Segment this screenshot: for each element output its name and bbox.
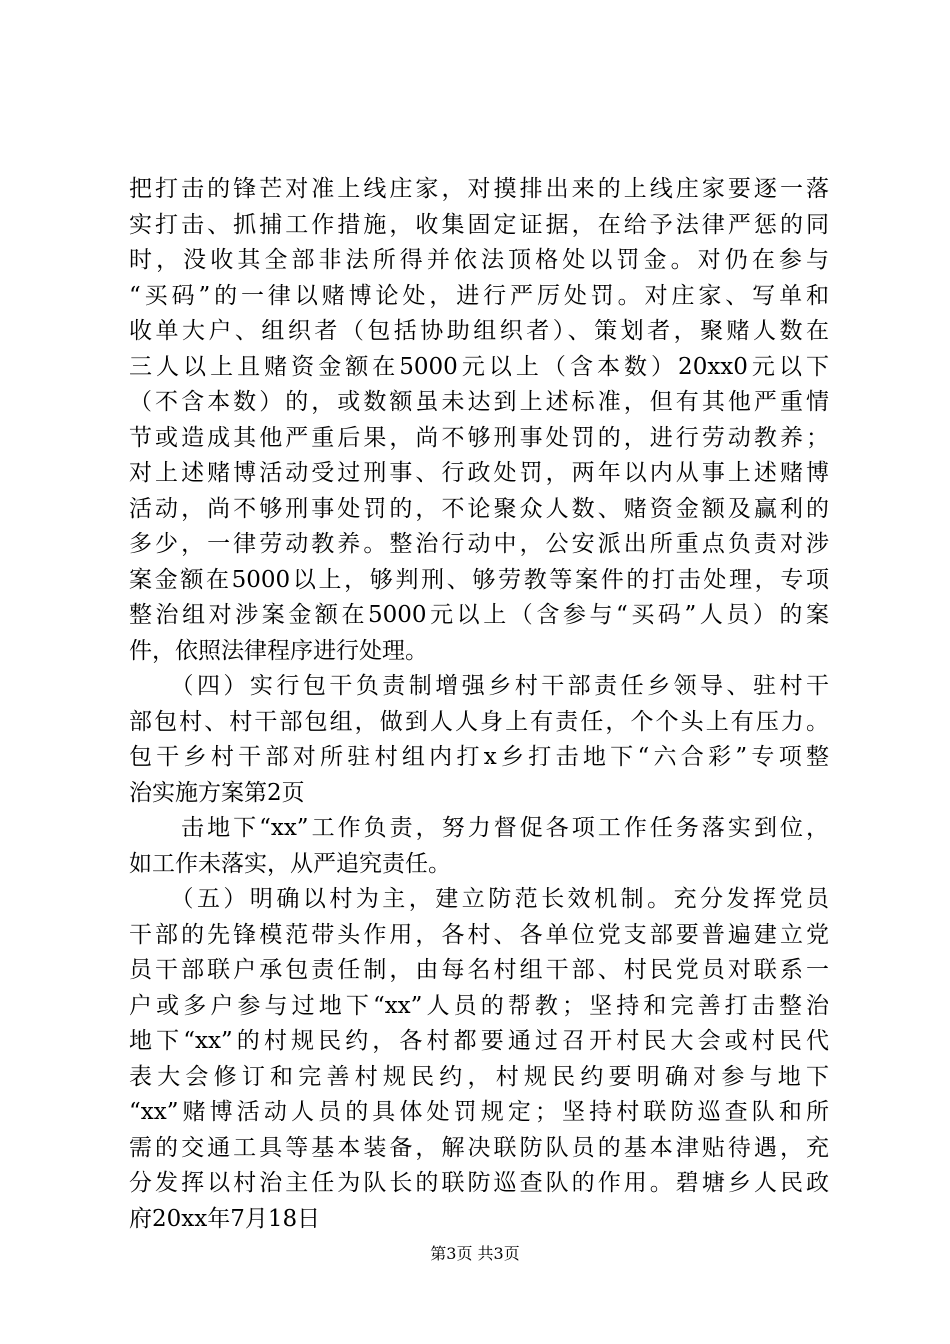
text-line: 多少，一律劳动教养。整治行动中，公安派出所重点负责对涉 bbox=[129, 531, 829, 557]
text-line: 节或造成其他严重后果，尚不够刑事处罚的，进行劳动教养； bbox=[129, 424, 829, 451]
text-line: 表大会修订和完善村规民约，村规民约要明确对参与地下 bbox=[129, 1063, 829, 1090]
text-line: 员干部联户承包责任制，由每名村组干部、村民党员对联系一 bbox=[129, 957, 829, 983]
text-line: 案金额在5000以上，够判刑、够劳教等案件的打击处理，专项 bbox=[129, 566, 829, 593]
text-line: 包干乡村干部对所驻村组内打x乡打击地下“六合彩”专项整 bbox=[129, 744, 829, 770]
text-line: 干部的先锋模范带头作用，各村、各单位党支部要普遍建立党 bbox=[129, 921, 829, 948]
text-line: （不含本数）的，或数额虽未达到上述标准，但有其他严重情 bbox=[129, 389, 829, 415]
text-line: 部包村、村干部包组，做到人人身上有责任，个个头上有压力。 bbox=[129, 708, 829, 735]
text-line: 户或多户参与过地下“xx”人员的帮教；坚持和完善打击整治 bbox=[129, 992, 829, 1019]
text-line: 击地下“xx”工作负责，努力督促各项工作任务落实到位， bbox=[129, 815, 829, 841]
text-line: 活动，尚不够刑事处罚的，不论聚众人数、赌资金额及赢利的 bbox=[129, 495, 829, 522]
text-line: 需的交通工具等基本装备，解决联防队员的基本津贴待遇，充 bbox=[129, 1134, 829, 1161]
text-line: 时，没收其全部非法所得并依法顶格处以罚金。对仍在参与 bbox=[129, 247, 829, 273]
text-line: 治实施方案第2页 bbox=[129, 779, 305, 806]
text-line: （五）明确以村为主，建立防范长效机制。充分发挥党员 bbox=[129, 886, 829, 912]
page-footer: 第3页 共3页 bbox=[430, 1244, 520, 1263]
text-line: 对上述赌博活动受过刑事、行政处罚，两年以内从事上述赌博 bbox=[129, 460, 829, 486]
text-line: 三人以上且赌资金额在5000元以上（含本数）20xx0元以下 bbox=[129, 353, 829, 380]
text-line: 件，依照法律程序进行处理。 bbox=[129, 637, 428, 664]
text-line: “xx”赌博活动人员的具体处罚规定；坚持村联防巡查队和所 bbox=[129, 1099, 829, 1125]
text-line: （四）实行包干负责制增强乡村干部责任乡领导、驻村干 bbox=[129, 673, 829, 699]
text-line: 地下“xx”的村规民约，各村都要通过召开村民大会或村民代 bbox=[129, 1028, 829, 1054]
text-line: “买码”的一律以赌博论处，进行严厉处罚。对庄家、写单和 bbox=[129, 282, 829, 309]
document-body bbox=[129, 172, 829, 1237]
text-line: 整治组对涉案金额在5000元以上（含参与“买码”人员）的案 bbox=[129, 602, 829, 628]
text-line: 如工作未落实，从严追究责任。 bbox=[129, 850, 451, 877]
text-line: 收单大户、组织者（包括协助组织者）、策划者，聚赌人数在 bbox=[129, 318, 829, 344]
text-line: 把打击的锋芒对准上线庄家，对摸排出来的上线庄家要逐一落 bbox=[129, 176, 829, 202]
text-line: 实打击、抓捕工作措施，收集固定证据，在给予法律严惩的同 bbox=[129, 211, 829, 238]
text-line: 分发挥以村治主任为队长的联防巡查队的作用。碧塘乡人民政 bbox=[129, 1170, 829, 1196]
text-line: 府20xx年7月18日 bbox=[129, 1205, 321, 1232]
